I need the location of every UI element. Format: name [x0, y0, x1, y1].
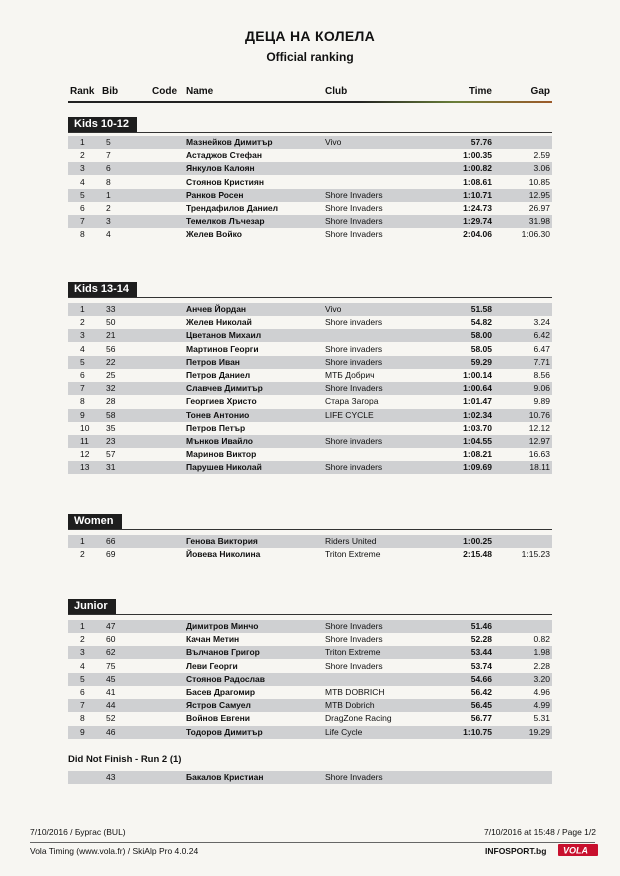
table-row	[68, 646, 552, 659]
cell-club: Triton Extreme	[325, 549, 381, 559]
cell-bib: 28	[106, 396, 116, 406]
col-gap: Gap	[530, 86, 550, 97]
cell-gap: 2.28	[533, 661, 550, 671]
footer-date-place: 7/10/2016 / Бургас (BUL)	[30, 827, 126, 837]
cell-rank: 8	[80, 713, 85, 723]
cell-time: 51.46	[470, 621, 492, 631]
table-row	[68, 548, 552, 561]
table-row	[68, 395, 552, 408]
cell-rank: 11	[80, 436, 89, 446]
dnf-label: Did Not Finish - Run 2 (1)	[68, 754, 182, 765]
section-label: Kids 10-12	[68, 117, 137, 132]
cell-bib: 46	[106, 727, 116, 737]
cell-rank: 8	[80, 229, 85, 239]
cell-bib: 41	[106, 687, 116, 697]
footer-divider	[30, 842, 595, 843]
cell-rank: 5	[80, 674, 85, 684]
cell-name: Стоянов Кристиян	[186, 177, 264, 187]
table-row	[68, 356, 552, 369]
cell-time: 1:01.47	[463, 396, 492, 406]
cell-gap: 16.63	[528, 449, 550, 459]
footer-printed: 7/10/2016 at 15:48 / Page 1/2	[483, 827, 596, 837]
section-label: Kids 13-14	[68, 282, 137, 297]
cell-name: Тонев Антонио	[186, 410, 250, 420]
cell-time: 58.00	[470, 330, 492, 340]
cell-gap: 6.47	[533, 344, 550, 354]
cell-club: Shore invaders	[325, 357, 383, 367]
cell-time: 1:03.70	[463, 423, 492, 433]
cell-club: Life Cycle	[325, 727, 363, 737]
cell-bib: 50	[106, 317, 116, 327]
cell-rank: 2	[80, 317, 85, 327]
cell-rank: 2	[80, 634, 85, 644]
cell-gap: 0.82	[533, 634, 550, 644]
table-row	[68, 303, 552, 316]
table-row	[68, 686, 552, 699]
cell-rank: 3	[80, 647, 85, 657]
cell-gap: 3.20	[533, 674, 550, 684]
header-divider	[68, 101, 552, 103]
cell-time: 1:29.74	[463, 216, 492, 226]
cell-name: Мънков Ивайло	[186, 436, 253, 446]
cell-time: 2:04.06	[463, 229, 492, 239]
cell-rank: 7	[80, 383, 85, 393]
cell-bib: 8	[106, 177, 111, 187]
cell-rank: 5	[80, 190, 85, 200]
cell-gap: 18.11	[529, 462, 550, 472]
cell-time: 1:00.64	[463, 383, 492, 393]
cell-gap: 8.56	[533, 370, 550, 380]
cell-gap: 4.96	[533, 687, 550, 697]
cell-name: Янкулов Калоян	[186, 163, 255, 173]
cell-club: Shore Invaders	[325, 190, 383, 200]
cell-time: 1:09.69	[463, 462, 492, 472]
cell-bib: 62	[106, 647, 116, 657]
cell-time: 51.58	[470, 304, 492, 314]
cell-club: Shore invaders	[325, 344, 383, 354]
table-row	[68, 176, 552, 189]
cell-bib: 60	[106, 634, 116, 644]
cell-name: Басев Драгомир	[186, 687, 256, 697]
cell-name: Славчев Димитър	[186, 383, 263, 393]
cell-time: 56.45	[470, 700, 492, 710]
table-row	[68, 409, 552, 422]
cell-time: 53.74	[470, 661, 492, 671]
cell-gap: 12.97	[528, 436, 550, 446]
cell-time: 52.28	[470, 634, 492, 644]
cell-time: 1:00.35	[463, 150, 492, 160]
cell-time: 56.42	[470, 687, 492, 697]
col-code: Code	[152, 86, 177, 97]
table-row	[68, 329, 552, 342]
table-row	[68, 369, 552, 382]
cell-name: Ранков Росен	[186, 190, 244, 200]
cell-gap: 10.76	[528, 410, 550, 420]
cell-name: Войнов Евгени	[186, 713, 250, 723]
cell-bib: 45	[106, 674, 116, 684]
cell-bib: 2	[106, 203, 111, 213]
section-label: Women	[68, 514, 122, 529]
cell-bib: 69	[106, 549, 116, 559]
cell-club: МТБ Добрич	[325, 370, 375, 380]
cell-bib: 43	[106, 772, 116, 782]
cell-rank: 3	[80, 330, 85, 340]
cell-club: Vivo	[325, 137, 342, 147]
cell-rank: 6	[80, 687, 85, 697]
cell-bib: 44	[106, 700, 116, 710]
table-row	[68, 673, 552, 686]
cell-time: 1:02.34	[463, 410, 492, 420]
table-row	[68, 189, 552, 202]
table-row	[68, 535, 552, 548]
table-row	[68, 343, 552, 356]
table-row	[68, 136, 552, 149]
cell-bib: 35	[106, 423, 116, 433]
section-divider	[68, 529, 552, 530]
table-row	[68, 149, 552, 162]
cell-gap: 1:06.30	[521, 229, 550, 239]
cell-bib: 47	[106, 621, 116, 631]
table-row	[68, 699, 552, 712]
cell-name: Георгиев Христо	[186, 396, 257, 406]
cell-bib: 56	[106, 344, 116, 354]
cell-time: 58.05	[470, 344, 492, 354]
cell-rank: 3	[80, 163, 85, 173]
cell-club: MTB Dobrich	[325, 700, 375, 710]
cell-time: 59.29	[470, 357, 492, 367]
cell-time: 1:08.61	[463, 177, 492, 187]
cell-gap: 3.24	[533, 317, 550, 327]
cell-rank: 4	[80, 177, 85, 187]
cell-gap: 26.97	[528, 203, 550, 213]
cell-bib: 1	[106, 190, 111, 200]
cell-rank: 6	[80, 203, 85, 213]
cell-rank: 1	[80, 137, 85, 147]
cell-bib: 6	[106, 163, 111, 173]
cell-name: Цветанов Михаил	[186, 330, 262, 340]
cell-name: Ястров Самуел	[186, 700, 251, 710]
cell-gap: 9.89	[533, 396, 550, 406]
cell-bib: 66	[106, 536, 116, 546]
table-row	[68, 162, 552, 175]
cell-gap: 2.59	[533, 150, 550, 160]
cell-rank: 12	[80, 449, 90, 459]
cell-name: Астаджов Стефан	[186, 150, 262, 160]
cell-time: 54.66	[470, 674, 492, 684]
cell-gap: 6.42	[533, 330, 550, 340]
cell-gap: 12.12	[528, 423, 550, 433]
footer-site: INFOSPORT.bg	[485, 846, 547, 856]
cell-bib: 23	[106, 436, 116, 446]
cell-club: Shore invaders	[325, 462, 383, 472]
cell-gap: 5.31	[533, 713, 550, 723]
cell-name: Желев Войко	[186, 229, 242, 239]
section-divider	[68, 297, 552, 298]
cell-gap: 1:15.23	[521, 549, 550, 559]
cell-bib: 3	[106, 216, 111, 226]
cell-rank: 9	[80, 727, 85, 737]
cell-club: Shore Invaders	[325, 383, 383, 393]
cell-bib: 75	[106, 661, 116, 671]
cell-club: Riders United	[325, 536, 377, 546]
cell-bib: 31	[106, 462, 116, 472]
cell-bib: 5	[106, 137, 111, 147]
cell-time: 2:15.48	[463, 549, 492, 559]
cell-name: Мазнейков Димитър	[186, 137, 273, 147]
cell-time: 1:24.73	[463, 203, 492, 213]
col-rank: Rank	[70, 86, 95, 97]
cell-time: 56.77	[470, 713, 492, 723]
svg-text:VOLA: VOLA	[563, 845, 589, 856]
cell-club: Shore Invaders	[325, 203, 383, 213]
cell-club: Shore Invaders	[325, 229, 383, 239]
column-header-row	[68, 86, 552, 100]
cell-club: MTB DOBRICH	[325, 687, 385, 697]
cell-name: Бакалов Кристиан	[186, 772, 264, 782]
cell-name: Тодоров Димитър	[186, 727, 263, 737]
cell-name: Петров Петър	[186, 423, 246, 433]
cell-bib: 21	[106, 330, 116, 340]
cell-rank: 5	[80, 357, 85, 367]
vola-logo-icon	[558, 844, 598, 856]
cell-name: Генова Виктория	[186, 536, 258, 546]
table-row	[68, 660, 552, 673]
cell-bib: 22	[106, 357, 116, 367]
cell-gap: 9.06	[533, 383, 550, 393]
table-row	[68, 382, 552, 395]
cell-rank: 7	[80, 700, 85, 710]
cell-bib: 7	[106, 150, 111, 160]
cell-rank: 2	[80, 150, 85, 160]
cell-bib: 32	[106, 383, 116, 393]
cell-name: Желев Николай	[186, 317, 252, 327]
cell-bib: 52	[106, 713, 116, 723]
cell-time: 1:00.25	[463, 536, 492, 546]
cell-club: DragZone Racing	[325, 713, 392, 723]
cell-bib: 25	[106, 370, 116, 380]
cell-club: Стара Загора	[325, 396, 379, 406]
cell-rank: 9	[80, 410, 85, 420]
cell-bib: 4	[106, 229, 111, 239]
col-time: Time	[468, 86, 492, 97]
cell-rank: 10	[80, 423, 90, 433]
cell-bib: 58	[106, 410, 116, 420]
page-subtitle: Official ranking	[266, 50, 354, 64]
cell-name: Трендафилов Даниел	[186, 203, 279, 213]
section-label: Junior	[68, 599, 116, 614]
cell-time: 1:10.75	[463, 727, 492, 737]
cell-time: 54.82	[470, 317, 492, 327]
cell-rank: 2	[80, 549, 85, 559]
cell-name: Маринов Виктор	[186, 449, 257, 459]
cell-bib: 33	[106, 304, 116, 314]
cell-name: Вълчанов Григор	[186, 647, 260, 657]
cell-club: Shore Invaders	[325, 216, 383, 226]
section-divider	[68, 132, 552, 133]
cell-time: 1:08.21	[463, 449, 492, 459]
table-row	[68, 712, 552, 725]
col-club: Club	[325, 86, 348, 97]
cell-gap: 31.98	[528, 216, 550, 226]
col-name: Name	[186, 86, 214, 97]
table-row	[68, 620, 552, 633]
cell-time: 1:00.82	[463, 163, 492, 173]
cell-rank: 7	[80, 216, 85, 226]
cell-gap: 19.29	[528, 727, 550, 737]
cell-name: Петров Иван	[186, 357, 240, 367]
cell-name: Йовева Николина	[186, 549, 261, 559]
cell-gap: 7.71	[533, 357, 550, 367]
cell-rank: 1	[80, 536, 85, 546]
cell-rank: 4	[80, 344, 85, 354]
cell-gap: 12.95	[528, 190, 550, 200]
cell-name: Димитров Минчо	[186, 621, 259, 631]
cell-club: Shore invaders	[325, 436, 383, 446]
table-row	[68, 448, 552, 461]
cell-bib: 57	[106, 449, 116, 459]
cell-time: 53.44	[470, 647, 492, 657]
table-row	[68, 202, 552, 215]
table-row	[68, 228, 552, 241]
cell-club: LIFE CYCLE	[325, 410, 374, 420]
footer-timing: Vola Timing (www.vola.fr) / SkiAlp Pro 4.0.24	[30, 846, 199, 856]
cell-name: Темелков Лъчезар	[186, 216, 265, 226]
cell-name: Парушев Николай	[186, 462, 262, 472]
table-row	[68, 422, 552, 435]
cell-name: Петров Даниел	[186, 370, 251, 380]
cell-time: 1:04.55	[463, 436, 492, 446]
table-row	[68, 316, 552, 329]
cell-name: Стоянов Радослав	[186, 674, 265, 684]
table-row	[68, 726, 552, 739]
cell-club: Shore Invaders	[325, 661, 383, 671]
cell-time: 1:10.71	[463, 190, 492, 200]
cell-name: Леви Георги	[186, 661, 238, 671]
cell-rank: 1	[80, 621, 85, 631]
cell-gap: 3.06	[533, 163, 550, 173]
cell-gap: 1.98	[533, 647, 550, 657]
cell-rank: 1	[80, 304, 85, 314]
table-row	[68, 633, 552, 646]
cell-club: Shore invaders	[325, 317, 383, 327]
col-bib: Bib	[102, 86, 119, 97]
table-row	[68, 215, 552, 228]
page-title: ДЕЦА НА КОЛЕЛА	[244, 28, 376, 44]
cell-rank: 6	[80, 370, 85, 380]
cell-rank: 4	[80, 661, 85, 671]
cell-club: Vivo	[325, 304, 342, 314]
cell-time: 1:00.14	[463, 370, 492, 380]
cell-name: Мартинов Георги	[186, 344, 259, 354]
cell-club: Shore Invaders	[325, 634, 383, 644]
cell-rank: 8	[80, 396, 85, 406]
cell-name: Анчев Йордан	[186, 304, 247, 314]
cell-rank: 13	[80, 462, 90, 472]
cell-gap: 4.99	[533, 700, 550, 710]
cell-club: Shore Invaders	[325, 772, 383, 782]
cell-club: Triton Extreme	[325, 647, 381, 657]
cell-time: 57.76	[470, 137, 492, 147]
cell-name: Качан Метин	[186, 634, 240, 644]
section-divider	[68, 614, 552, 615]
cell-gap: 10.85	[528, 177, 550, 187]
table-row	[68, 771, 552, 784]
table-row	[68, 435, 552, 448]
table-row	[68, 461, 552, 474]
cell-club: Shore Invaders	[325, 621, 383, 631]
